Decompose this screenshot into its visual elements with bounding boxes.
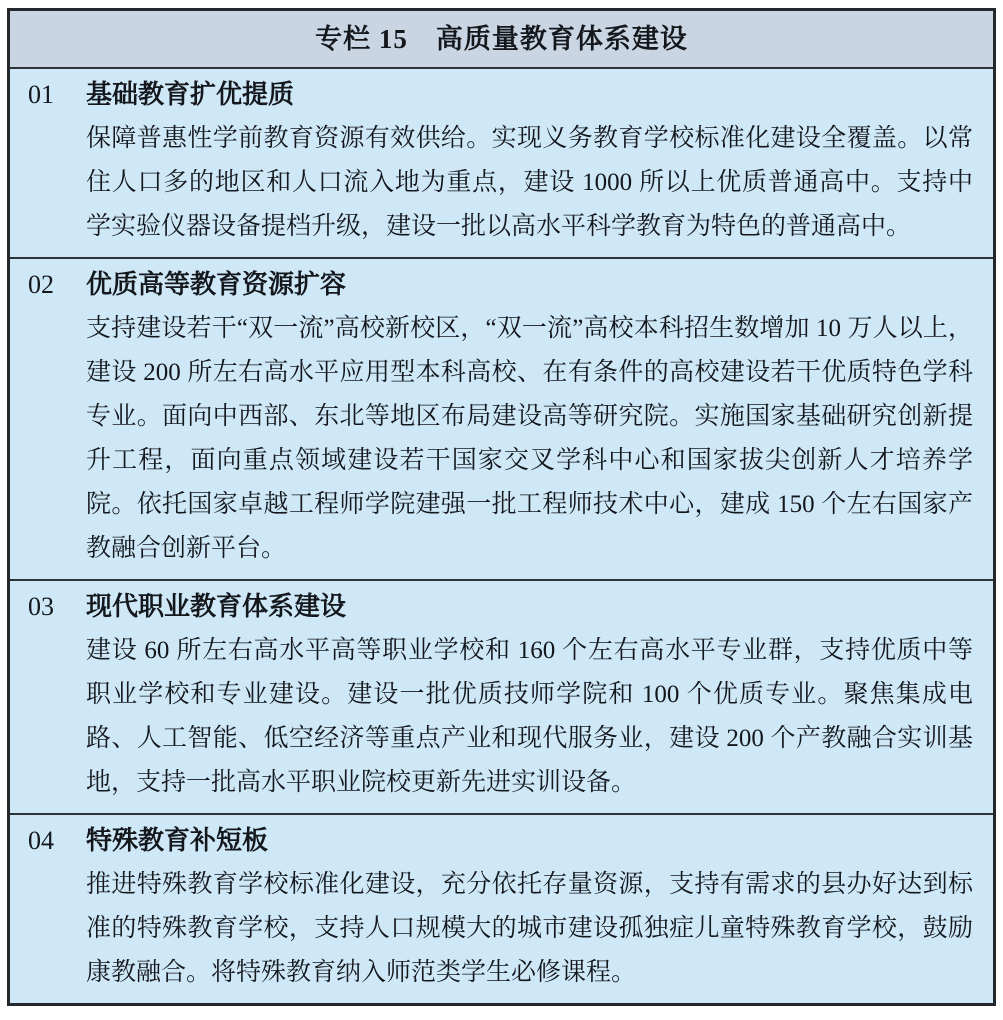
section-title: 现代职业教育体系建设 [86, 592, 347, 621]
section-body: 建设 60 所左右高水平高等职业学校和 160 个左右高水平专业群，支持优质中等职业学校和专业建设。建设一批优质技师学院和 100 个优质专业。聚焦集成电路、人工智能、低空经济等重点产业和现代服务业，建设 200 个产教融合实训基地，支持一批高水平职业院校更新先进实训设备。 [86, 637, 973, 796]
section-special-education [10, 813, 993, 1003]
section-title: 基础教育扩优提质 [86, 80, 295, 109]
panel-header [10, 11, 993, 69]
panel-title: 专栏 15 高质量教育体系建设 [315, 24, 688, 54]
section-number: 03 [28, 592, 54, 621]
section-higher-education [10, 257, 993, 579]
section-number: 01 [28, 80, 54, 109]
section-body: 推进特殊教育学校标准化建设，充分依托存量资源，支持有需求的县办好达到标准的特殊教育学校，支持人口规模大的城市建设孤独症儿童特殊教育学校，鼓励康教融合。将特殊教育纳入师范类学生必修课程。 [86, 871, 973, 986]
section-vocational-education [10, 579, 993, 813]
section-basic-education [10, 69, 993, 257]
policy-box [7, 8, 996, 1006]
section-number: 02 [28, 270, 54, 299]
section-number: 04 [28, 826, 54, 855]
section-title: 特殊教育补短板 [86, 826, 269, 855]
section-title: 优质高等教育资源扩容 [86, 270, 347, 299]
section-body: 保障普惠性学前教育资源有效供给。实现义务教育学校标准化建设全覆盖。以常住人口多的地区和人口流入地为重点，建设 1000 所以上优质普通高中。支持中学实验仪器设备提档升级，建设一批以高水平科学教育为特色的普通高中。 [86, 125, 973, 240]
section-body: 支持建设若干“双一流”高校新校区，“双一流”高校本科招生数增加 10 万人以上，建设 200 所左右高水平应用型本科高校、在有条件的高校建设若干优质特色学科专业。面向中西部、东北等地区布局建设高等研究院。实施国家基础研究创新提升工程，面向重点领域建设若干国家交叉学科中心和国家拔尖创新人才培养学院。依托国家卓越工程师学院建强一批工程师技术中心，建成 150 个左右国家产教融合创新平台。 [86, 315, 973, 562]
